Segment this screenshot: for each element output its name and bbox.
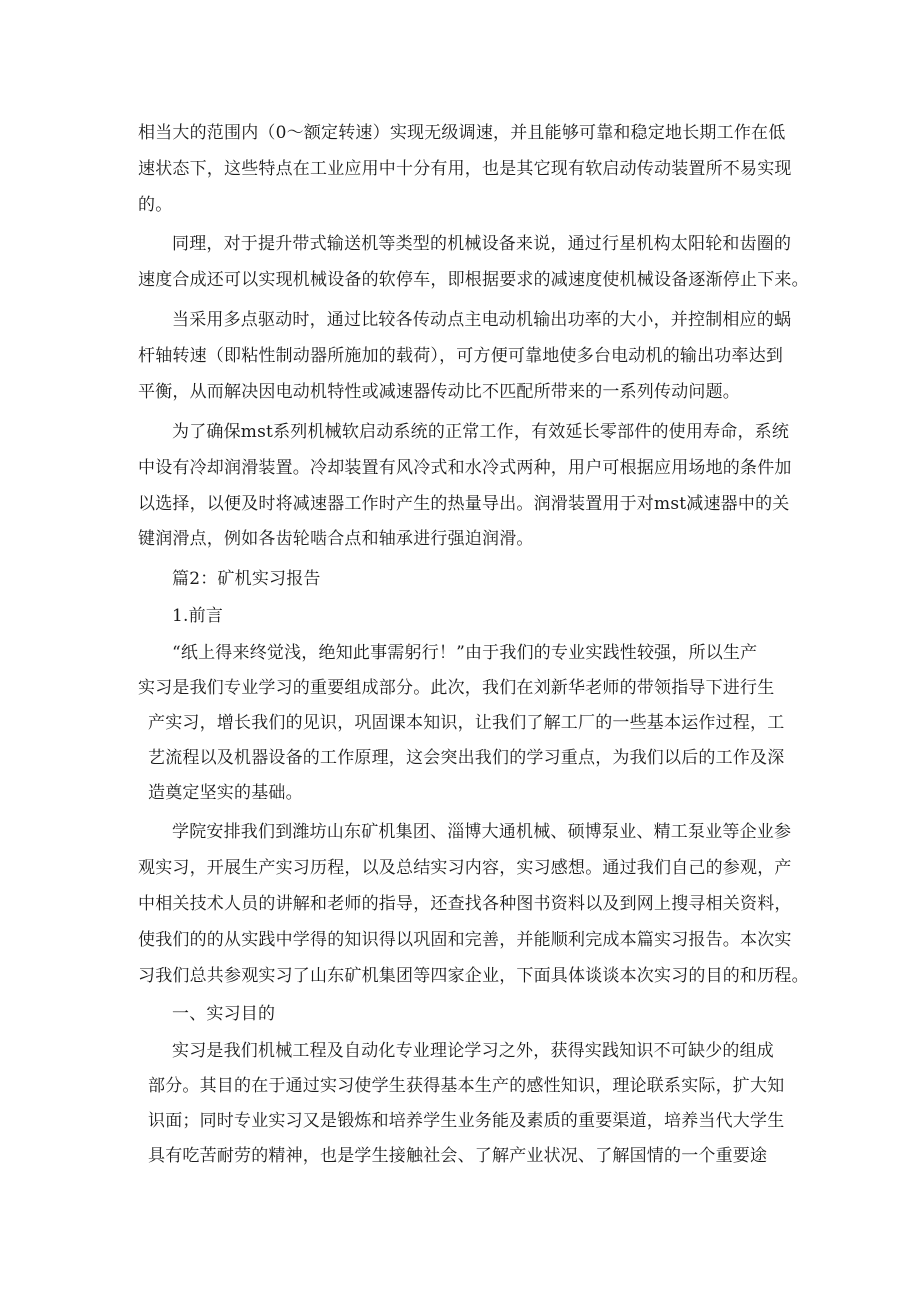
paragraph-line: 速状态下，这些特点在工业应用中十分有用，也是其它现有软启动传动装置所不易实现 [138, 159, 792, 179]
paragraph-line: 实习是我们机械工程及自动化专业理论学习之外，获得实践知识不可缺少的组成 [172, 1041, 774, 1061]
subheading: 1.前言 [172, 606, 224, 626]
paragraph-line: “纸上得来终觉浅，绝知此事需躬行！”由于我们的专业实践性较强，所以生产 [172, 643, 758, 663]
paragraph-line: 平衡，从而解决因电动机特性或减速器传动比不匹配所带来的一系列传动问题。 [138, 382, 740, 402]
paragraph-line: 具有吃苦耐劳的精神，也是学生接触社会、了解产业状况、了解国情的一个重要途 [148, 1146, 768, 1166]
paragraph-line: 中设有冷却润滑装置。冷却装置有风冷式和水冷式两种，用户可根据应用场地的条件加 [138, 458, 792, 478]
paragraph-line: 为了确保mst系列机械软启动系统的正常工作，有效延长零部件的使用寿命，系统 [172, 422, 790, 442]
subheading: 一、实习目的 [172, 1004, 276, 1024]
paragraph-line: 速度合成还可以实现机械设备的软停车，即根据要求的减速度使机械设备逐渐停止下来。 [138, 270, 809, 290]
paragraph-line: 杆轴转速（即粘性制动器所施加的载荷），可方便可靠地使多台电动机的输出功率达到 [138, 346, 784, 366]
paragraph-line: 艺流程以及机器设备的工作原理，这会突出我们的学习重点，为我们以后的工作及深 [148, 748, 785, 768]
paragraph-line: 观实习，开展生产实习历程，以及总结实习内容，实习感想。通过我们自己的参观，产 [138, 858, 792, 878]
paragraph-line: 学院安排我们到潍坊山东矿机集团、淄博大通机械、硕博泵业、精工泵业等企业参 [172, 822, 792, 842]
paragraph-line: 产实习，增长我们的见识，巩固课本知识，让我们了解工厂的一些基本运作过程，工 [148, 713, 785, 733]
paragraph-line: 使我们的的从实践中学得的知识得以巩固和完善，并能顺利完成本篇实习报告。本次实 [138, 930, 792, 950]
paragraph-line: 中相关技术人员的讲解和老师的指导，还查找各种图书资料以及到网上搜寻相关资料， [138, 894, 792, 914]
section-heading: 篇2：矿机实习报告 [172, 569, 321, 589]
paragraph-line: 相当大的范围内（0～额定转速）实现无级调速，并且能够可靠和稳定地长期工作在低 [138, 123, 786, 143]
paragraph-line: 造奠定坚实的基础。 [148, 783, 303, 803]
paragraph-line: 以选择，以便及时将减速器工作时产生的热量导出。润滑装置用于对mst减速器中的关 [138, 494, 790, 514]
paragraph-line: 实习是我们专业学习的重要组成部分。此次，我们在刘新华老师的带领指导下进行生 [138, 678, 775, 698]
paragraph-line: 部分。其目的在于通过实习使学生获得基本生产的感性知识，理论联系实际，扩大知 [148, 1076, 785, 1096]
paragraph-line: 键润滑点，例如各齿轮啮合点和轴承进行强迫润滑。 [138, 529, 534, 549]
paragraph-line: 的。 [138, 195, 173, 215]
paragraph-line: 识面；同时专业实习又是锻炼和培养学生业务能及素质的重要渠道，培养当代大学生 [148, 1111, 785, 1131]
paragraph-line: 习我们总共参观实习了山东矿机集团等四家企业，下面具体谈谈本次实习的目的和历程。 [138, 966, 809, 986]
paragraph-line: 当采用多点驱动时，通过比较各传动点主电动机输出功率的大小，并控制相应的蜗 [172, 310, 792, 330]
paragraph-line: 同理，对于提升带式输送机等类型的机械设备来说，通过行星机构太阳轮和齿圈的 [172, 234, 792, 254]
